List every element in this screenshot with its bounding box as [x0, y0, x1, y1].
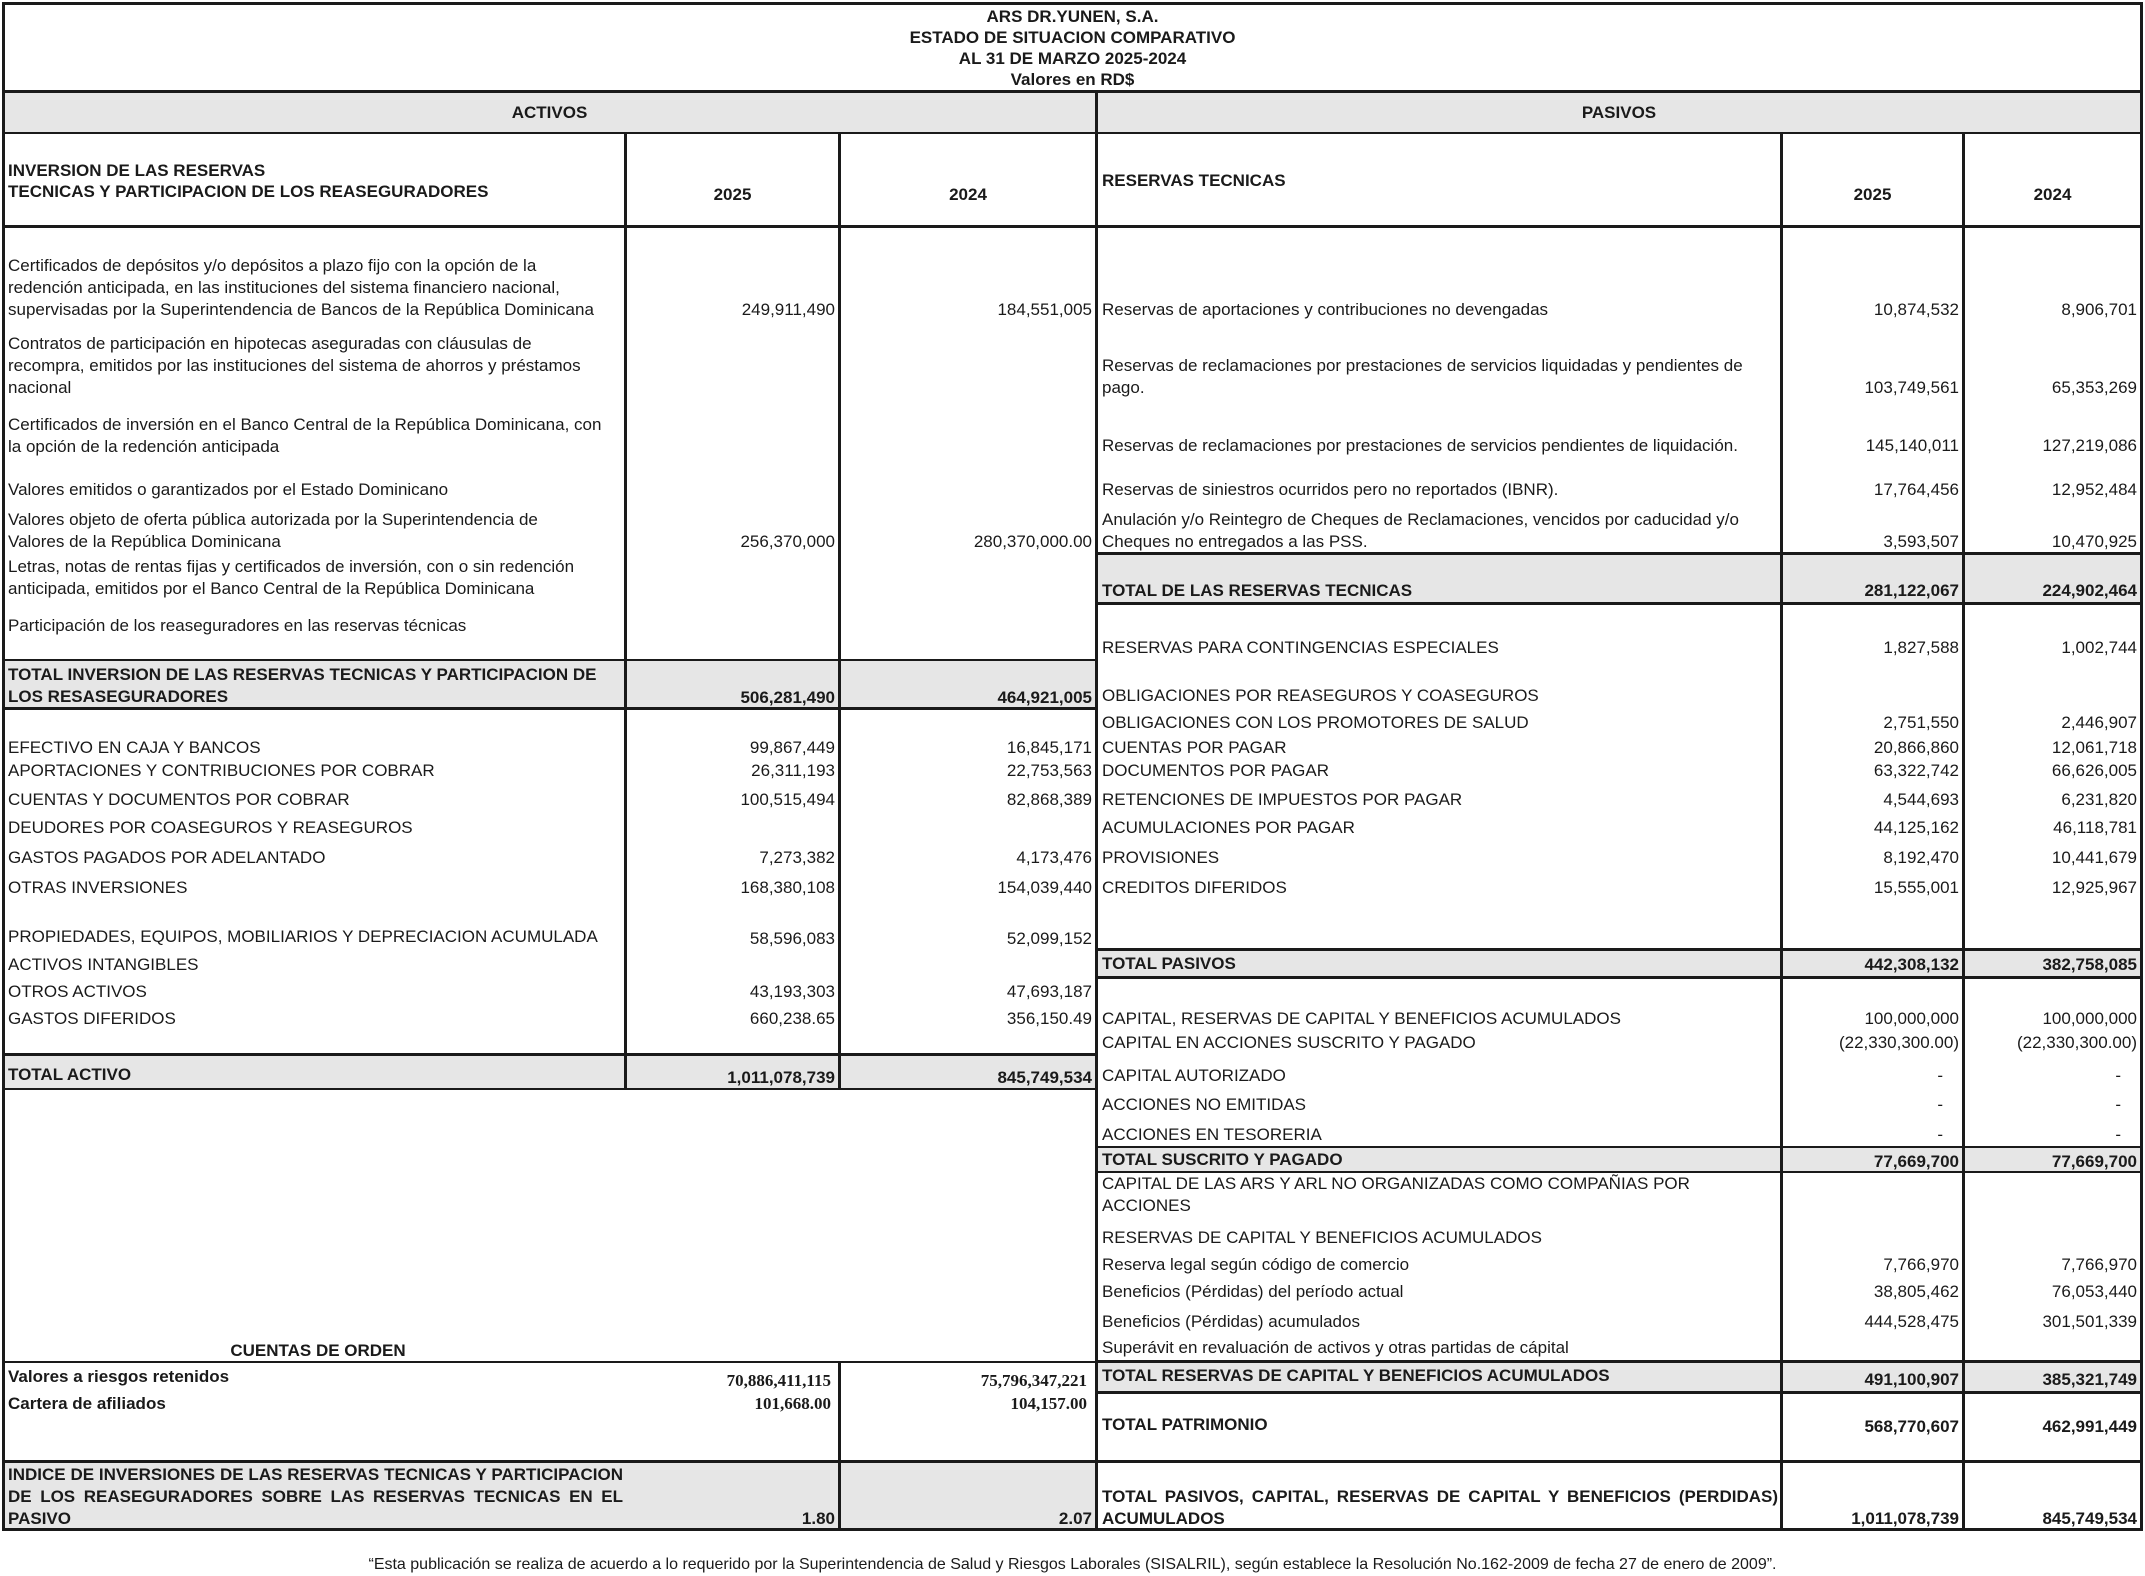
capital-item-2025: 100,000,000 [1864, 1009, 1959, 1028]
cuentas-de-orden-title: CUENTAS DE ORDEN [230, 1341, 406, 1360]
reserva-item-2025: 17,764,456 [1873, 480, 1959, 499]
capital-item-2024: 100,000,000 [2042, 1009, 2137, 1028]
indice-2024: 2.07 [1058, 1509, 1092, 1528]
total-reservas-2024: 224,902,464 [2042, 581, 2137, 600]
reserve-item-label: Valores objeto de oferta pública autorizada por la Superintendencia de Valores de la República Dominicana [8, 510, 538, 551]
total-pasivos-2025: 442,308,132 [1864, 955, 1959, 974]
liability-item-label: DOCUMENTOS POR PAGAR [1102, 761, 1330, 780]
asset-item-label: EFECTIVO EN CAJA Y BANCOS [8, 738, 261, 757]
total-patrimonio-2024: 462,991,449 [2042, 1417, 2137, 1436]
total-reserves-2024: 464,921,005 [997, 688, 1092, 707]
reserve-item-label: Contratos de participación en hipotecas aseguradas con cláusulas de recompra, emitidos por las instituciones del sistema de ahorros y préstamos nacional [8, 334, 581, 397]
capital-reserve-2024: 301,501,339 [2042, 1312, 2137, 1331]
reserva-item-2024: 65,353,269 [2051, 378, 2137, 397]
cuentas-item-label: Valores a riesgos retenidos [8, 1367, 230, 1386]
asset-item-2024: 4,173,476 [1016, 848, 1092, 867]
capital-item-label: CAPITAL EN ACCIONES SUSCRITO Y PAGADO [1102, 1033, 1476, 1052]
total-general-label: TOTAL PASIVOS, CAPITAL, RESERVAS DE CAPITAL Y BENEFICIOS (PERDIDAS) ACUMULADOS [1102, 1487, 1778, 1528]
total-pasivos-label: TOTAL PASIVOS [1102, 954, 1236, 973]
capital-reserve-2025: 444,528,475 [1864, 1312, 1959, 1331]
liability-item-2025: 4,544,693 [1883, 790, 1959, 809]
asset-item-2025: 26,311,193 [751, 761, 835, 780]
reserva-item-label: Anulación y/o Reintegro de Cheques de Reclamaciones, vencidos por caducidad y/o Cheques no entregados a las PSS. [1102, 510, 1739, 551]
total-general-2024: 845,749,534 [2042, 1509, 2137, 1528]
liability-item-2025: 1,827,588 [1883, 638, 1959, 657]
currency-note: Valores en RD$ [1010, 70, 1135, 89]
capital-item-2024: - [2115, 1095, 2121, 1114]
cuentas-item-2024: 104,157.00 [1010, 1394, 1087, 1413]
indice-2025: 1.80 [801, 1509, 835, 1528]
reserva-item-label: Reservas de reclamaciones por prestaciones de servicios liquidadas y pendientes de pago. [1102, 356, 1743, 397]
pasivos-section-title: RESERVAS TECNICAS [1102, 171, 1286, 190]
asset-item-label: OTRAS INVERSIONES [8, 878, 188, 897]
reserve-item-2024: 280,370,000.00 [973, 532, 1092, 551]
liability-item-label: ACUMULACIONES POR PAGAR [1102, 818, 1355, 837]
cuentas-item-2025: 101,668.00 [754, 1394, 831, 1413]
activos-col-2024: 2024 [949, 185, 987, 204]
capital-reserve-2025: 38,805,462 [1873, 1282, 1959, 1301]
total-activo-label: TOTAL ACTIVO [8, 1065, 132, 1084]
asset-item-label: OTROS ACTIVOS [8, 982, 147, 1001]
liability-item-label: RESERVAS PARA CONTINGENCIAS ESPECIALES [1102, 638, 1499, 657]
pasivos-title: PASIVOS [1581, 103, 1657, 122]
total-reservas-label: TOTAL DE LAS RESERVAS TECNICAS [1102, 581, 1413, 600]
reserva-item-2025: 3,593,507 [1883, 532, 1959, 551]
total-reservas-capital-label: TOTAL RESERVAS DE CAPITAL Y BENEFICIOS ACUMULADOS [1102, 1366, 1610, 1385]
liability-item-2025: 20,866,860 [1873, 738, 1959, 757]
liability-item-label: CUENTAS POR PAGAR [1102, 738, 1287, 757]
statement-title: ESTADO DE SITUACION COMPARATIVO [909, 28, 1236, 47]
liability-item-2024: 10,441,679 [2051, 848, 2137, 867]
capital-item-2024: - [2115, 1066, 2121, 1085]
asset-item-label: GASTOS PAGADOS POR ADELANTADO [8, 848, 326, 867]
cuentas-item-2025: 70,886,411,115 [726, 1371, 831, 1390]
total-pasivos-2024: 382,758,085 [2042, 955, 2137, 974]
reserve-item-2024: 184,551,005 [997, 300, 1092, 319]
liability-item-2025: 63,322,742 [1873, 761, 1959, 780]
capital-reserve-label: Beneficios (Pérdidas) del período actual [1102, 1282, 1404, 1301]
reserve-item-2025: 249,911,490 [741, 300, 835, 319]
capital-item-2025: - [1937, 1066, 1943, 1085]
asset-item-label: DEUDORES POR COASEGUROS Y REASEGUROS [8, 818, 413, 837]
total-reservas-capital-2024: 385,321,749 [2042, 1370, 2137, 1389]
asset-item-2024: 16,845,171 [1006, 738, 1092, 757]
capital-reserve-2025: 7,766,970 [1883, 1255, 1959, 1274]
asset-item-2025: 99,867,449 [749, 738, 835, 757]
capital-item-2024: - [2115, 1125, 2121, 1144]
liability-item-2025: 15,555,001 [1873, 878, 1959, 897]
capital-item-label: ACCIONES EN TESORERIA [1102, 1125, 1322, 1144]
asset-item-2024: 154,039,440 [997, 878, 1092, 897]
reserva-item-label: Reservas de aportaciones y contribuciones no devengadas [1102, 300, 1549, 319]
capital-item-label: CAPITAL AUTORIZADO [1102, 1066, 1286, 1085]
liability-item-label: OBLIGACIONES POR REASEGUROS Y COASEGUROS [1102, 686, 1539, 705]
indice-label: INDICE DE INVERSIONES DE LAS RESERVAS TECNICAS Y PARTICIPACION DE LOS REASEGURADORES SOBRE LAS RESERVAS TECNICAS EN EL PASIVO [8, 1465, 623, 1528]
activos-section-title-2: TECNICAS Y PARTICIPACION DE LOS REASEGURADORES [8, 182, 489, 201]
reserve-item-label: Participación de los reaseguradores en las reservas técnicas [8, 616, 467, 635]
reserva-item-2025: 10,874,532 [1873, 300, 1959, 319]
reserva-item-label: Reservas de siniestros ocurridos pero no reportados (IBNR). [1102, 480, 1559, 499]
asset-item-2025: 43,193,303 [749, 982, 835, 1001]
capital-reserve-label: RESERVAS DE CAPITAL Y BENEFICIOS ACUMULADOS [1102, 1228, 1542, 1247]
total-patrimonio-2025: 568,770,607 [1864, 1417, 1959, 1436]
capital-item-2025: - [1937, 1125, 1943, 1144]
statement-period: AL 31 DE MARZO 2025-2024 [958, 49, 1187, 68]
total-activo-2025: 1,011,078,739 [727, 1068, 835, 1087]
liability-item-label: RETENCIONES DE IMPUESTOS POR PAGAR [1102, 790, 1463, 809]
capital-reserve-label: Superávit en revaluación de activos y otras partidas de cápital [1102, 1338, 1569, 1357]
cuentas-item-label: Cartera de afiliados [8, 1394, 166, 1413]
total-reserves-2025: 506,281,490 [740, 688, 835, 707]
capital-item-2025: - [1937, 1095, 1943, 1114]
capital-item-2024: (22,330,300.00) [2016, 1033, 2137, 1052]
pasivos-col-2025: 2025 [1853, 185, 1892, 204]
asset-item-2025: 100,515,494 [740, 790, 835, 809]
asset-item-2024: 47,693,187 [1006, 982, 1092, 1001]
total-reservas-2025: 281,122,067 [1864, 581, 1959, 600]
total-suscrito-label: TOTAL SUSCRITO Y PAGADO [1102, 1150, 1343, 1169]
footer-note: “Esta publicación se realiza de acuerdo a lo requerido por la Superintendencia de Salud y Riesgos Laborales (SISALRIL), según establece la Resolución No.162-2009 de fecha 27 de enero de 2009”. [368, 1556, 1777, 1573]
reserva-item-2024: 12,952,484 [2051, 480, 2137, 499]
reserva-item-2025: 145,140,011 [1865, 436, 1959, 455]
asset-item-label: APORTACIONES Y CONTRIBUCIONES POR COBRAR [8, 761, 435, 780]
liability-item-2024: 12,061,718 [2051, 738, 2137, 757]
reserve-item-2025: 256,370,000 [740, 532, 835, 551]
asset-item-label: GASTOS DIFERIDOS [8, 1009, 176, 1028]
asset-item-2024: 52,099,152 [1006, 929, 1092, 948]
total-patrimonio-label: TOTAL PATRIMONIO [1102, 1415, 1268, 1434]
capital-reserve-2024: 7,766,970 [2061, 1255, 2137, 1274]
asset-item-label: CUENTAS Y DOCUMENTOS POR COBRAR [8, 790, 350, 809]
liability-item-2024: 1,002,744 [2061, 638, 2137, 657]
reserve-item-label: Letras, notas de rentas fijas y certificados de inversión, con o sin redención anticipada, emitidos por el Banco Central de la República Dominicana [8, 557, 575, 598]
pasivos-col-2024: 2024 [2033, 185, 2072, 204]
activos-title: ACTIVOS [511, 103, 588, 122]
reserve-item-label: Certificados de inversión en el Banco Central de la República Dominicana, con la opción de la redención anticipada [8, 415, 602, 456]
total-reservas-capital-2025: 491,100,907 [1864, 1370, 1959, 1389]
reserva-item-2024: 8,906,701 [2061, 300, 2137, 319]
reserva-item-2024: 127,219,086 [2042, 436, 2137, 455]
liability-item-2024: 6,231,820 [2061, 790, 2137, 809]
asset-item-2025: 7,273,382 [759, 848, 835, 867]
liability-item-label: OBLIGACIONES CON LOS PROMOTORES DE SALUD [1102, 713, 1529, 732]
asset-item-label: PROPIEDADES, EQUIPOS, MOBILIARIOS Y DEPRECIACION ACUMULADA [8, 927, 598, 946]
activos-col-2025: 2025 [713, 185, 752, 204]
total-suscrito-2024: 77,669,700 [2051, 1152, 2137, 1171]
liability-item-2024: 2,446,907 [2061, 713, 2137, 732]
reserve-item-label: Certificados de depósitos y/o depósitos a plazo fijo con la opción de la redención anticipada, en las instituciones del sistema financiero nacional, supervisadas por la Superintendencia de Bancos de la República Dominicana [8, 256, 594, 319]
reserva-item-2024: 10,470,925 [2051, 532, 2137, 551]
capital-item-label: ACCIONES NO EMITIDAS [1102, 1095, 1307, 1114]
total-general-2025: 1,011,078,739 [1851, 1509, 1959, 1528]
asset-item-2024: 22,753,563 [1006, 761, 1092, 780]
capital-item-2025: (22,330,300.00) [1838, 1033, 1959, 1052]
liability-item-label: CREDITOS DIFERIDOS [1102, 878, 1287, 897]
capital-reserve-label: Beneficios (Pérdidas) acumulados [1102, 1312, 1360, 1331]
liability-item-2024: 46,118,781 [2053, 818, 2137, 837]
reserva-item-label: Reservas de reclamaciones por prestaciones de servicios pendientes de liquidación. [1102, 436, 1738, 455]
liability-item-2025: 2,751,550 [1883, 713, 1959, 732]
capital-reserve-label: Reserva legal según código de comercio [1102, 1255, 1410, 1274]
liability-item-label: PROVISIONES [1102, 848, 1220, 867]
asset-item-2024: 356,150.49 [1006, 1009, 1092, 1028]
cuentas-item-2024: 75,796,347,221 [980, 1371, 1087, 1390]
capital-reserve-2024: 76,053,440 [2051, 1282, 2137, 1301]
asset-item-2025: 58,596,083 [749, 929, 835, 948]
reserve-item-label: Valores emitidos o garantizados por el Estado Dominicano [8, 480, 449, 499]
capital-item-label: CAPITAL, RESERVAS DE CAPITAL Y BENEFICIOS ACUMULADOS [1102, 1009, 1621, 1028]
asset-item-label: ACTIVOS INTANGIBLES [8, 955, 199, 974]
asset-item-2025: 660,238.65 [749, 1009, 835, 1028]
liability-item-2025: 44,125,162 [1873, 818, 1959, 837]
reserva-item-2025: 103,749,561 [1864, 378, 1959, 397]
activos-section-title-1: INVERSION DE LAS RESERVAS [8, 161, 266, 180]
total-reserves-label: TOTAL INVERSION DE LAS RESERVAS TECNICAS Y PARTICIPACION DE LOS RESASEGURADORES [8, 665, 597, 706]
capital-reserve-label: CAPITAL DE LAS ARS Y ARL NO ORGANIZADAS COMO COMPAÑIAS POR ACCIONES [1102, 1174, 1690, 1215]
company-name: ARS DR.YUNEN, S.A. [986, 7, 1159, 26]
asset-item-2025: 168,380,108 [740, 878, 835, 897]
liability-item-2024: 12,925,967 [2051, 878, 2137, 897]
asset-item-2024: 82,868,389 [1006, 790, 1092, 809]
liability-item-2024: 66,626,005 [2051, 761, 2137, 780]
total-activo-2024: 845,749,534 [997, 1068, 1092, 1087]
liability-item-2025: 8,192,470 [1883, 848, 1959, 867]
total-suscrito-2025: 77,669,700 [1873, 1152, 1959, 1171]
